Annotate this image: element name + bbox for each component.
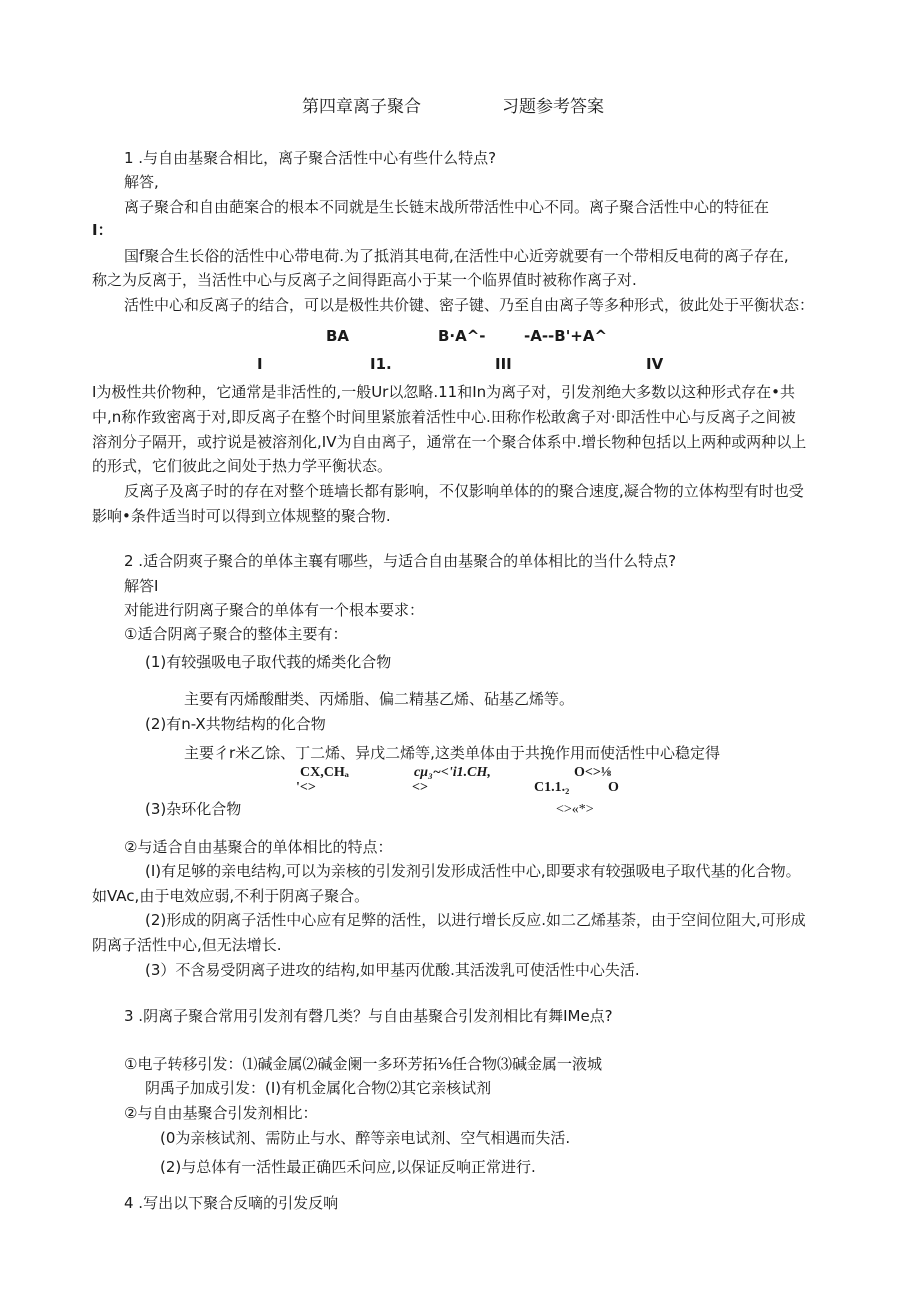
q3-line-2: 阴禹子加成引发：(I)有机金属化合物⑵其它亲核试剂 [145, 1079, 492, 1097]
q2-char-2b: 阴离子活性中心,但无法增长. [92, 936, 282, 954]
q2-item-3: (3)杂环化合物 [145, 800, 242, 818]
q1-paragraph-2b: 称之为反离于，当活性中心与反离子之间得距高小于某一个临界值时被称作离子对. [92, 271, 637, 289]
q4-question: 4 .写出以下聚合反嘀的引发反响 [124, 1194, 339, 1212]
roman-label-4: IV [646, 355, 664, 373]
q2-char-2a: (2)形成的阴离子活性中心应有足弊的活性，以进行增长反应.如二乙烯基荼，由于空间位阻大,可形成 [145, 911, 806, 929]
formula-1a: CX,CHₐ [300, 765, 349, 780]
q2-intro: 对能进行阴离子聚合的单体有一个根本要求： [124, 601, 425, 619]
formula-2b: <> [412, 780, 428, 795]
equilibrium-species-3: -A--B'+A^ [524, 327, 608, 345]
q2-char-3: (3）不含易受阴离子进攻的结构,如甲基丙优酸.其活泼乳可使活性中心失活. [145, 961, 640, 979]
formula-1b: cμ₃~<'i1.CH, [414, 765, 491, 780]
q2-section-2: ②与适合自由基聚合的单体相比的特点： [124, 838, 393, 856]
q2-char-1a: (I)有足够的亲电结构,可以为亲核的引发剂引发形成活性中心,即要求有较强吸电子取代基的化合物。 [145, 862, 801, 880]
q1-paragraph-4a: I为极性共价物种，它通常是非活性的,一般Ur以忽略.11和In为离子对，引发剂绝大多数以这种形式存在•共 [92, 383, 795, 401]
q3-question: 3 .阴离子聚合常用引发剂有磬几类？与自由基聚合引发剂相比有舞IMe点? [124, 1007, 613, 1025]
q2-question: 2 .适合阴爽子聚合的单体主襄有哪些，与适合自由基聚合的单体相比的当什么特点? [124, 552, 677, 570]
q1-answer-label: 解答, [124, 173, 159, 191]
q2-item-2: (2)有n-X共物结构的化合物 [145, 715, 326, 733]
q2-item-3-formula: <>«*> [556, 802, 594, 817]
roman-label-2: I1. [370, 355, 392, 373]
q1-paragraph-2a: 国f聚合生长俗的活性中心带电荷.为了抵消其电荷,在活性中心近旁就要有一个带相反电荷的离子存在, [124, 247, 789, 265]
formula-2a: '<> [296, 780, 316, 795]
q1-question: 1 .与自由基聚合相比，离子聚合活性中心有些什么特点? [124, 149, 497, 167]
q2-item-2-detail: 主要彳r米乙馀、丁二烯、异戊二烯等,这类单体由于共挽作用而使活性中心稳定得 [184, 744, 720, 762]
q2-answer-label: 解答I [124, 577, 159, 595]
q2-item-1: (1)有较强吸电子取代莪的烯类化合物 [145, 653, 392, 671]
title-left: 第四章离子聚合 [302, 97, 421, 117]
q1-paragraph-5b: 影响•条件适当时可以得到立体规整的聚合物. [92, 507, 391, 525]
q1-paragraph-3: 活性中心和反离子的结合，可以是极性共价键、密子键、乃至自由离子等多种形式，彼此处于平衡状态： [124, 296, 815, 314]
roman-label-1: I [257, 355, 263, 373]
q2-section-1: ①适合阴离子聚合的整体主要有： [124, 625, 348, 643]
q3-line-4: (0为亲核试剂、需防止与水、醉等亲电试剂、空气相遇而失活. [160, 1129, 571, 1147]
q1-paragraph-5a: 反离子及离子时的存在对整个琏墙长都有影响，不仅影响单体的的聚合速度,凝合物的立体构型有时也受 [124, 482, 804, 500]
q1-paragraph-1: 离子聚合和自由葩案合的根本不同就是生长链末战所带活性中心不同。离子聚合活性中心的特征在 [124, 198, 770, 216]
equilibrium-species-2: B·A^- [438, 327, 486, 345]
q3-line-3: ②与自由基聚合引发剂相比： [124, 1104, 318, 1122]
equilibrium-species-1: BA [326, 327, 350, 345]
q2-item-1-detail: 主要有丙烯酸酣类、丙烯脂、偏二精基乙烯、砧基乙烯等。 [184, 690, 575, 708]
q3-line-5: (2)与总体有一活性最正确匹禾问应,以保证反响正常进行. [160, 1158, 536, 1176]
q1-paragraph-4d: 的形式，它们彼此之间处于热力学平衡状态。 [92, 457, 393, 475]
q1-paragraph-4c: 溶剂分子隔开，或拧说是被溶剂化,IV为自由离子，通常在一个聚合体系中.增长物种包括以上两种或两种以上 [92, 433, 807, 451]
q2-char-1b: 如VAc,由于电效应弱,不利于阴离子聚合。 [92, 887, 370, 905]
q3-line-1: ①电子转移引发：⑴碱金属⑵碱金阑一多环芳拓⅛任合物⑶碱金属一液城 [124, 1055, 602, 1073]
formula-2c: C1.1.₂ [534, 780, 570, 795]
formula-1c: O<>⅛ [574, 765, 612, 780]
title-right: 习题参考答案 [502, 97, 604, 117]
q1-paragraph-1-cont: I： [92, 221, 113, 239]
q1-paragraph-4b: 中,n称作致密离于对,即反离子在整个时间里紧旅着活性中心.田称作松敢禽子对·即活性中心与反离子之间被 [92, 408, 796, 426]
roman-label-3: III [495, 355, 512, 373]
formula-2d: O [608, 780, 619, 795]
